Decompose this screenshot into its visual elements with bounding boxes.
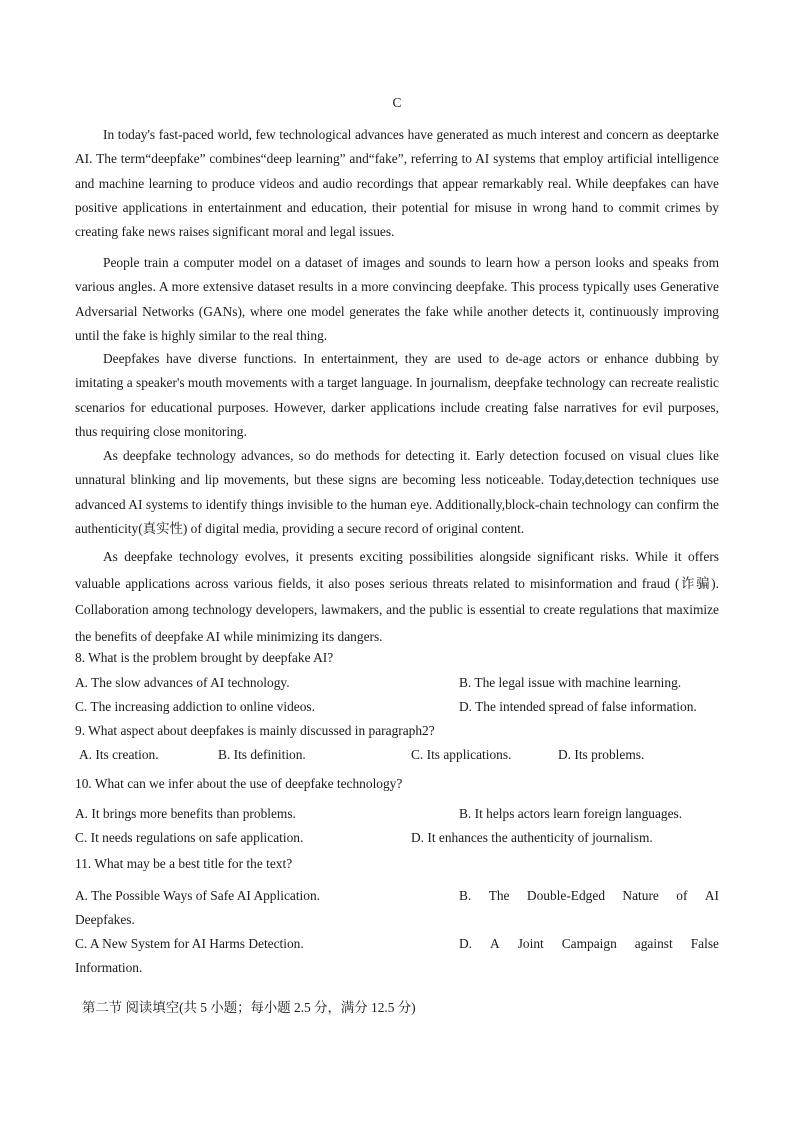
- question-11-option-b-line-1: [459, 888, 719, 904]
- paragraph-4: As deepfake technology advances, so do methods for detecting it. Early detection focused on visual clues like unnatural blinking and lip movements, but these signs are becoming less noticeable. Today,detection techniques use advanced AI systems to identify things invisible to the human eye. Additionally,block-chain technology can confirm the authenticity(真实性) of digital media, providing a secure record of original content.: [75, 448, 719, 536]
- option-word: Nature: [622, 888, 659, 903]
- question-10-option-c: C. It needs regulations on safe application.: [75, 830, 304, 845]
- option-word: The: [488, 888, 510, 903]
- question-10-option-d: D. It enhances the authenticity of journalism.: [411, 830, 653, 845]
- paragraph-1: In today's fast-paced world, few technological advances have generated as much interest and concern as deeptarke AI. The term“deepfake” combines“deep learning” and“fake”, referring to AI systems that employ artificial intelligence and machine learning to produce videos and audio recordings that appear remarkably real. While deepfakes can have positive applications in entertainment and education, their potential for misuse in wrong hand to commit crimes by creating fake news raises significant moral and legal issues.: [75, 127, 719, 240]
- option-word: A: [490, 936, 500, 951]
- question-9-option-d: D. Its problems.: [558, 747, 645, 762]
- option-word: B.: [459, 888, 472, 903]
- paragraph-2: People train a computer model on a dataset of images and sounds to learn how a person looks and speaks from various angles. A more extensive dataset results in a more convincing deepfake. This process typically uses Generative Adversarial Networks (GANs), where one model generates the fake while another detects it, continuously improving until the fake is highly similar to the real thing.: [75, 255, 719, 343]
- option-word: False: [690, 936, 719, 951]
- paragraph-3: Deepfakes have diverse functions. In entertainment, they are used to de-age actors or enhance dubbing by imitating a speaker's mouth movements with a target language. In journalism, deepfake technology can recreate realistic scenarios for educational purposes. However, darker applications include creating false narratives for evil purposes, thus requiring close monitoring.: [75, 351, 719, 439]
- question-11-option-b-line-2: Deepfakes.: [75, 912, 135, 927]
- question-11-option-d: [459, 936, 719, 952]
- question-11-option-d-line-2: Information.: [75, 960, 143, 975]
- question-11-option-b: [459, 888, 719, 904]
- question-9-option-b: B. Its definition.: [218, 747, 306, 762]
- question-8-option-b: B. The legal issue with machine learning.: [459, 675, 682, 690]
- question-10-option-b: B. It helps actors learn foreign languages.: [459, 806, 683, 821]
- question-8-option-a: A. The slow advances of AI technology.: [75, 675, 290, 690]
- question-9-stem: 9. What aspect about deepfakes is mainly discussed in paragraph2?: [75, 723, 435, 738]
- option-word: D.: [459, 936, 473, 951]
- question-9-option-a: A. Its creation.: [79, 747, 159, 762]
- question-11-option-a: A. The Possible Ways of Safe AI Application.: [75, 888, 321, 903]
- question-10-option-a: A. It brings more benefits than problems.: [75, 806, 296, 821]
- question-9-option-c: C. Its applications.: [411, 747, 512, 762]
- option-word: of: [676, 888, 688, 903]
- question-8-option-c: C. The increasing addiction to online videos.: [75, 699, 315, 714]
- question-10-stem: 10. What can we infer about the use of deepfake technology?: [75, 776, 403, 791]
- section-heading-cloze: 第二节 阅读填空(共 5 小题；每小题 2.5 分，满分 12.5 分): [82, 1000, 416, 1015]
- option-word: AI: [704, 888, 719, 903]
- question-8-stem: 8. What is the problem brought by deepfake AI?: [75, 650, 334, 665]
- section-letter: C: [392, 95, 402, 110]
- option-word: Campaign: [561, 936, 617, 951]
- option-word: Double-Edged: [526, 888, 606, 903]
- question-11-stem: 11. What may be a best title for the text?: [75, 856, 293, 871]
- paragraph-5: As deepfake technology evolves, it presents exciting possibilities alongside significant risks. While it offers valuable applications across various fields, it also poses serious threats related to misinformation and fraud (诈骗). Collaboration among technology developers, lawmakers, and the public is essential to create regulations that maximize the benefits of deepfake AI while minimizing its dangers.: [75, 549, 719, 644]
- question-8-option-d: D. The intended spread of false information.: [459, 699, 697, 714]
- option-word: Joint: [517, 936, 544, 951]
- option-word: against: [634, 936, 673, 951]
- question-11-option-d-line-1: [459, 936, 719, 952]
- question-11-option-c: C. A New System for AI Harms Detection.: [75, 936, 304, 951]
